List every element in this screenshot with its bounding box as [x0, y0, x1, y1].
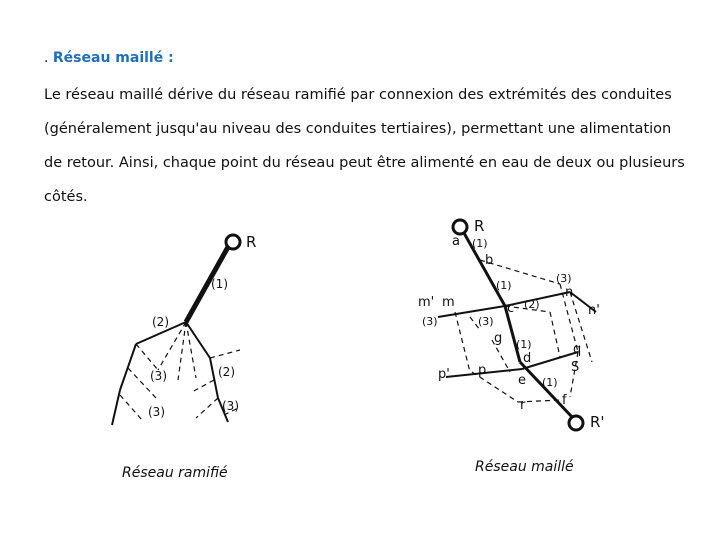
label-r: r — [520, 398, 526, 413]
label-pipe-3: (3) — [478, 315, 494, 328]
label-pipe-1: (1) — [496, 279, 512, 292]
secondary-pipe — [120, 344, 136, 390]
label-pipe-3: (3) — [556, 272, 572, 285]
reservoir-node — [226, 235, 240, 249]
label-d: d — [523, 351, 532, 366]
label-S: S — [571, 360, 580, 375]
label-a: a — [452, 234, 460, 249]
label-R: R — [474, 217, 485, 235]
label-R: R — [246, 233, 257, 251]
label-g: g — [494, 331, 503, 346]
label-pipe-1: (1) — [542, 376, 558, 389]
label-pipe-3: (3) — [222, 399, 239, 413]
label-pipe-1: (1) — [472, 237, 488, 250]
label-pipe-2: (2) — [152, 315, 169, 329]
label-pipe-3: (3) — [150, 369, 167, 383]
section-heading — [44, 50, 174, 66]
label-p-prime: p' — [438, 367, 450, 382]
tertiary-pipe — [136, 344, 158, 370]
paragraph-line: côtés. — [44, 189, 88, 205]
paragraph-line: Le réseau maillé dérive du réseau ramifié par connexion des extrémités des conduites — [44, 87, 672, 103]
label-e: e — [518, 373, 526, 388]
tertiary-pipe — [120, 395, 142, 420]
label-n: n — [565, 285, 574, 300]
label-pipe-1: (1) — [516, 338, 532, 351]
label-c: c — [507, 301, 515, 316]
label-m-prime: m' — [418, 295, 435, 310]
label-n-prime: n' — [588, 303, 600, 318]
tertiary-pipe — [210, 350, 240, 358]
label-pipe-3: (3) — [422, 315, 438, 328]
label-p: p — [478, 363, 487, 378]
label-m: m — [442, 295, 455, 310]
branched-network-diagram — [100, 220, 290, 435]
meshed-network-diagram — [410, 212, 620, 437]
reservoir-node — [569, 416, 583, 430]
main-pipe — [520, 362, 572, 417]
paragraph-line: (généralement jusqu'au niveau des conduites tertiaires), permettant une alimentation — [44, 121, 672, 137]
label-pipe-2: (2) — [524, 298, 540, 311]
label-f: f — [562, 393, 567, 408]
secondary-pipe — [210, 358, 218, 398]
label-pipe-2: (2) — [218, 365, 235, 379]
caption-meshed: Réseau maillé — [475, 459, 574, 475]
tertiary-pipe — [178, 322, 186, 380]
secondary-pipe — [112, 390, 120, 425]
heading-prefix: . — [44, 50, 53, 66]
paragraph-line: de retour. Ainsi, chaque point du réseau peut être alimenté en eau de deux ou plusieurs — [44, 155, 685, 171]
label-pipe-3: (3) — [148, 405, 165, 419]
caption-branched: Réseau ramifié — [122, 465, 228, 481]
label-q: q — [573, 342, 582, 357]
label-R-prime: R' — [590, 413, 605, 431]
tertiary-pipe — [192, 380, 214, 392]
paragraph — [44, 78, 704, 214]
tertiary-pipe — [550, 312, 560, 357]
label-b: b — [485, 253, 494, 268]
tertiary-pipe — [196, 398, 218, 418]
label-pipe-1: (1) — [211, 277, 228, 291]
reservoir-node — [453, 220, 467, 234]
tertiary-pipe — [455, 312, 470, 372]
heading-title: Réseau maillé : — [52, 50, 174, 66]
